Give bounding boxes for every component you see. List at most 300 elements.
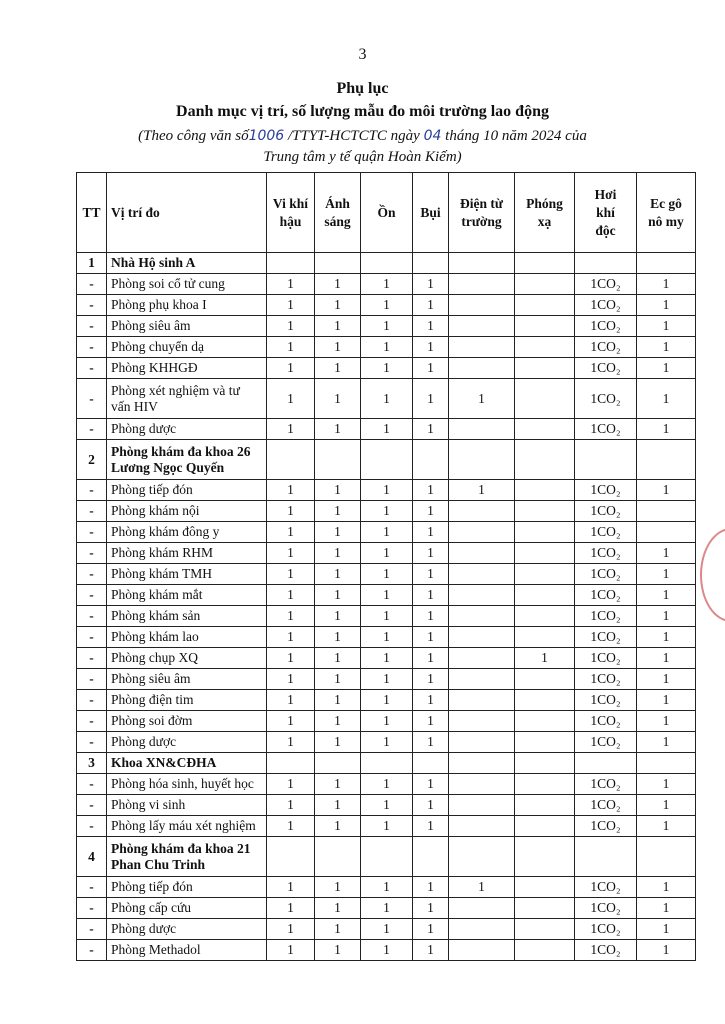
reference-note-line2: Trung tâm y tế quận Hoàn Kiếm) [263, 149, 462, 165]
row-tt: - [77, 419, 107, 440]
note-suffix: tháng 10 năm 2024 của [445, 128, 587, 144]
cell-ergonomics: 1 [637, 774, 696, 795]
cell-emf [449, 543, 515, 564]
cell-radiation [515, 940, 575, 961]
cell-radiation [515, 795, 575, 816]
cell-dust: 1 [413, 419, 449, 440]
table-row [77, 690, 696, 711]
document-title: Phụ lục [336, 80, 389, 97]
cell-toxic-gas: 1CO₂ [575, 480, 637, 501]
cell-light: 1 [315, 877, 361, 898]
cell-light [315, 753, 361, 774]
cell-light: 1 [315, 585, 361, 606]
table-row [77, 522, 696, 543]
note-prefix: (Theo công văn số [138, 128, 249, 144]
cell-ergonomics: 1 [637, 480, 696, 501]
cell-light: 1 [315, 606, 361, 627]
cell-noise: 1 [361, 711, 413, 732]
cell-ergonomics: 1 [637, 274, 696, 295]
cell-radiation [515, 501, 575, 522]
cell-emf [449, 711, 515, 732]
cell-emf [449, 774, 515, 795]
cell-dust: 1 [413, 690, 449, 711]
row-tt: - [77, 316, 107, 337]
cell-ergonomics: 1 [637, 940, 696, 961]
cell-radiation [515, 543, 575, 564]
table-row [77, 337, 696, 358]
table-row [77, 898, 696, 919]
cell-light: 1 [315, 795, 361, 816]
col-dust: Bụi [413, 173, 449, 253]
row-location: Phòng khám lao [107, 627, 267, 648]
cell-ergonomics: 1 [637, 419, 696, 440]
cell-dust [413, 440, 449, 480]
cell-light [315, 440, 361, 480]
cell-emf [449, 648, 515, 669]
cell-light: 1 [315, 648, 361, 669]
cell-radiation [515, 337, 575, 358]
cell-microclimate: 1 [267, 522, 315, 543]
row-tt: 3 [77, 753, 107, 774]
row-tt: - [77, 295, 107, 316]
cell-toxic-gas: 1CO₂ [575, 940, 637, 961]
cell-ergonomics [637, 501, 696, 522]
cell-emf: 1 [449, 379, 515, 419]
cell-light: 1 [315, 274, 361, 295]
row-tt: - [77, 877, 107, 898]
cell-light: 1 [315, 337, 361, 358]
row-tt: - [77, 732, 107, 753]
cell-toxic-gas: 1CO₂ [575, 816, 637, 837]
cell-noise: 1 [361, 898, 413, 919]
cell-emf [449, 753, 515, 774]
cell-dust: 1 [413, 898, 449, 919]
cell-light: 1 [315, 774, 361, 795]
cell-ergonomics [637, 253, 696, 274]
row-location: Phòng soi cổ tử cung [107, 274, 267, 295]
cell-dust [413, 837, 449, 877]
cell-emf [449, 295, 515, 316]
cell-noise: 1 [361, 337, 413, 358]
cell-light: 1 [315, 711, 361, 732]
cell-toxic-gas: 1CO₂ [575, 877, 637, 898]
cell-emf [449, 940, 515, 961]
cell-radiation [515, 627, 575, 648]
cell-dust: 1 [413, 919, 449, 940]
cell-radiation [515, 711, 575, 732]
handwritten-number: 1006 [248, 128, 285, 144]
cell-emf [449, 501, 515, 522]
cell-dust: 1 [413, 501, 449, 522]
row-location: Phòng điện tim [107, 690, 267, 711]
cell-emf [449, 564, 515, 585]
row-location: Phòng KHHGĐ [107, 358, 267, 379]
row-tt: - [77, 501, 107, 522]
cell-noise [361, 837, 413, 877]
cell-ergonomics: 1 [637, 606, 696, 627]
cell-ergonomics: 1 [637, 795, 696, 816]
cell-dust: 1 [413, 711, 449, 732]
cell-ergonomics [637, 837, 696, 877]
cell-noise: 1 [361, 774, 413, 795]
cell-dust: 1 [413, 877, 449, 898]
cell-dust: 1 [413, 480, 449, 501]
row-location: Phòng xét nghiệm và tư vấn HIV [107, 379, 267, 419]
page-number: 3 [358, 46, 367, 63]
cell-emf [449, 816, 515, 837]
cell-light: 1 [315, 690, 361, 711]
row-location: Phòng cấp cứu [107, 898, 267, 919]
table-row [77, 358, 696, 379]
cell-light: 1 [315, 898, 361, 919]
cell-microclimate: 1 [267, 795, 315, 816]
row-location: Phòng khám đa khoa 26 Lương Ngọc Quyến [107, 440, 267, 480]
table-row [77, 419, 696, 440]
cell-ergonomics: 1 [637, 295, 696, 316]
cell-ergonomics: 1 [637, 648, 696, 669]
cell-ergonomics: 1 [637, 732, 696, 753]
cell-microclimate: 1 [267, 919, 315, 940]
cell-microclimate: 1 [267, 543, 315, 564]
cell-radiation [515, 816, 575, 837]
cell-radiation [515, 877, 575, 898]
row-location: Nhà Hộ sinh A [107, 253, 267, 274]
cell-toxic-gas [575, 253, 637, 274]
cell-ergonomics: 1 [637, 919, 696, 940]
cell-emf [449, 898, 515, 919]
cell-ergonomics [637, 522, 696, 543]
row-location: Phòng hóa sinh, huyết học [107, 774, 267, 795]
row-location: Phòng siêu âm [107, 669, 267, 690]
handwritten-day: 04 [423, 128, 442, 144]
table-row [77, 627, 696, 648]
cell-microclimate: 1 [267, 585, 315, 606]
row-tt: - [77, 711, 107, 732]
cell-radiation [515, 419, 575, 440]
cell-dust: 1 [413, 795, 449, 816]
row-tt: - [77, 816, 107, 837]
cell-emf [449, 606, 515, 627]
row-tt: 2 [77, 440, 107, 480]
cell-dust: 1 [413, 669, 449, 690]
row-location: Phòng dược [107, 419, 267, 440]
row-tt: - [77, 337, 107, 358]
cell-microclimate [267, 837, 315, 877]
cell-toxic-gas: 1CO₂ [575, 358, 637, 379]
cell-dust: 1 [413, 337, 449, 358]
cell-light: 1 [315, 358, 361, 379]
cell-noise: 1 [361, 379, 413, 419]
cell-dust: 1 [413, 295, 449, 316]
red-stamp [700, 528, 725, 622]
row-tt: - [77, 564, 107, 585]
cell-noise: 1 [361, 816, 413, 837]
cell-toxic-gas: 1CO₂ [575, 522, 637, 543]
cell-radiation [515, 585, 575, 606]
row-location: Phòng lấy máu xét nghiệm [107, 816, 267, 837]
table-row [77, 274, 696, 295]
reference-note [0, 128, 725, 145]
cell-light: 1 [315, 501, 361, 522]
cell-emf [449, 337, 515, 358]
cell-ergonomics: 1 [637, 379, 696, 419]
row-location: Phòng soi đờm [107, 711, 267, 732]
cell-noise: 1 [361, 690, 413, 711]
cell-toxic-gas: 1CO₂ [575, 379, 637, 419]
row-tt: - [77, 522, 107, 543]
cell-radiation [515, 564, 575, 585]
table-row [77, 564, 696, 585]
row-tt: - [77, 919, 107, 940]
cell-ergonomics: 1 [637, 564, 696, 585]
cell-emf [449, 440, 515, 480]
cell-toxic-gas: 1CO₂ [575, 419, 637, 440]
row-tt: - [77, 774, 107, 795]
table-row [77, 877, 696, 898]
row-location: Phòng khám sản [107, 606, 267, 627]
cell-radiation [515, 919, 575, 940]
cell-microclimate: 1 [267, 877, 315, 898]
cell-ergonomics: 1 [637, 543, 696, 564]
cell-radiation [515, 774, 575, 795]
group-row [77, 753, 696, 774]
cell-microclimate: 1 [267, 564, 315, 585]
cell-toxic-gas: 1CO₂ [575, 795, 637, 816]
cell-radiation [515, 253, 575, 274]
cell-toxic-gas: 1CO₂ [575, 585, 637, 606]
cell-emf [449, 627, 515, 648]
cell-light: 1 [315, 295, 361, 316]
row-tt: - [77, 543, 107, 564]
cell-noise: 1 [361, 564, 413, 585]
cell-microclimate: 1 [267, 358, 315, 379]
cell-toxic-gas: 1CO₂ [575, 564, 637, 585]
cell-microclimate: 1 [267, 274, 315, 295]
cell-microclimate [267, 253, 315, 274]
cell-microclimate: 1 [267, 898, 315, 919]
table-row [77, 919, 696, 940]
row-location: Phòng vi sinh [107, 795, 267, 816]
cell-microclimate: 1 [267, 669, 315, 690]
table-row [77, 795, 696, 816]
table-row [77, 480, 696, 501]
cell-radiation [515, 379, 575, 419]
cell-dust [413, 253, 449, 274]
table-body [77, 253, 696, 961]
col-light: Ánh sáng [315, 173, 361, 253]
row-tt: 1 [77, 253, 107, 274]
cell-toxic-gas: 1CO₂ [575, 337, 637, 358]
row-location: Phòng dược [107, 919, 267, 940]
cell-emf [449, 919, 515, 940]
table-row [77, 295, 696, 316]
row-location: Phòng khám TMH [107, 564, 267, 585]
table-row [77, 774, 696, 795]
cell-ergonomics [637, 440, 696, 480]
table-row [77, 816, 696, 837]
row-location: Phòng khám đa khoa 21 Phan Chu Trinh [107, 837, 267, 877]
cell-light: 1 [315, 627, 361, 648]
cell-light: 1 [315, 940, 361, 961]
row-location: Phòng phụ khoa I [107, 295, 267, 316]
cell-toxic-gas: 1CO₂ [575, 627, 637, 648]
cell-noise: 1 [361, 795, 413, 816]
row-location: Phòng dược [107, 732, 267, 753]
cell-radiation [515, 732, 575, 753]
cell-ergonomics: 1 [637, 898, 696, 919]
row-location: Phòng chuyển dạ [107, 337, 267, 358]
cell-microclimate: 1 [267, 774, 315, 795]
cell-toxic-gas [575, 440, 637, 480]
cell-ergonomics: 1 [637, 358, 696, 379]
table-row [77, 543, 696, 564]
cell-radiation [515, 316, 575, 337]
cell-radiation [515, 358, 575, 379]
cell-emf [449, 732, 515, 753]
row-tt: - [77, 795, 107, 816]
row-location: Phòng tiếp đón [107, 480, 267, 501]
row-tt: - [77, 690, 107, 711]
cell-radiation [515, 440, 575, 480]
row-tt: - [77, 669, 107, 690]
cell-noise: 1 [361, 358, 413, 379]
row-location: Phòng khám RHM [107, 543, 267, 564]
cell-noise [361, 440, 413, 480]
cell-noise: 1 [361, 585, 413, 606]
cell-toxic-gas: 1CO₂ [575, 919, 637, 940]
cell-ergonomics: 1 [637, 669, 696, 690]
cell-noise: 1 [361, 543, 413, 564]
cell-noise: 1 [361, 606, 413, 627]
row-tt: - [77, 585, 107, 606]
cell-dust: 1 [413, 627, 449, 648]
cell-dust: 1 [413, 274, 449, 295]
cell-noise: 1 [361, 877, 413, 898]
cell-dust: 1 [413, 940, 449, 961]
cell-noise: 1 [361, 295, 413, 316]
cell-toxic-gas: 1CO₂ [575, 274, 637, 295]
row-tt: - [77, 480, 107, 501]
cell-microclimate: 1 [267, 940, 315, 961]
row-location: Phòng khám đông y [107, 522, 267, 543]
cell-dust: 1 [413, 379, 449, 419]
col-ergonomics: Ec gô nô my [637, 173, 696, 253]
cell-emf [449, 358, 515, 379]
table-row [77, 732, 696, 753]
cell-microclimate: 1 [267, 732, 315, 753]
cell-ergonomics: 1 [637, 877, 696, 898]
cell-toxic-gas: 1CO₂ [575, 898, 637, 919]
cell-light [315, 253, 361, 274]
cell-radiation [515, 274, 575, 295]
cell-dust: 1 [413, 543, 449, 564]
cell-radiation [515, 295, 575, 316]
table-row [77, 379, 696, 419]
cell-dust: 1 [413, 774, 449, 795]
cell-dust: 1 [413, 564, 449, 585]
cell-radiation [515, 837, 575, 877]
group-row [77, 253, 696, 274]
cell-emf [449, 522, 515, 543]
row-location: Phòng khám mắt [107, 585, 267, 606]
cell-noise [361, 753, 413, 774]
cell-microclimate: 1 [267, 295, 315, 316]
col-microclimate: Vi khí hậu [267, 173, 315, 253]
cell-radiation: 1 [515, 648, 575, 669]
cell-emf: 1 [449, 877, 515, 898]
cell-dust: 1 [413, 522, 449, 543]
cell-microclimate: 1 [267, 627, 315, 648]
table-row [77, 648, 696, 669]
row-tt: - [77, 940, 107, 961]
row-location: Khoa XN&CĐHA [107, 753, 267, 774]
cell-dust: 1 [413, 648, 449, 669]
cell-toxic-gas: 1CO₂ [575, 711, 637, 732]
cell-microclimate: 1 [267, 648, 315, 669]
row-tt: - [77, 898, 107, 919]
cell-emf [449, 837, 515, 877]
col-toxic-gas: Hơi khí độc [575, 173, 637, 253]
table-row [77, 316, 696, 337]
cell-light: 1 [315, 316, 361, 337]
cell-ergonomics: 1 [637, 627, 696, 648]
cell-microclimate: 1 [267, 316, 315, 337]
cell-noise: 1 [361, 627, 413, 648]
cell-radiation [515, 753, 575, 774]
cell-emf [449, 253, 515, 274]
row-tt: - [77, 606, 107, 627]
cell-light: 1 [315, 543, 361, 564]
cell-noise: 1 [361, 419, 413, 440]
cell-light: 1 [315, 379, 361, 419]
cell-radiation [515, 690, 575, 711]
cell-light: 1 [315, 419, 361, 440]
cell-noise: 1 [361, 316, 413, 337]
cell-ergonomics: 1 [637, 690, 696, 711]
cell-emf [449, 585, 515, 606]
cell-light: 1 [315, 669, 361, 690]
cell-dust: 1 [413, 816, 449, 837]
table-header-row [77, 173, 696, 253]
table-row [77, 606, 696, 627]
cell-noise: 1 [361, 522, 413, 543]
table-row [77, 501, 696, 522]
row-tt: - [77, 358, 107, 379]
cell-microclimate: 1 [267, 480, 315, 501]
cell-microclimate: 1 [267, 711, 315, 732]
cell-radiation [515, 606, 575, 627]
cell-ergonomics: 1 [637, 711, 696, 732]
cell-radiation [515, 522, 575, 543]
col-emf: Điện từ trường [449, 173, 515, 253]
cell-noise: 1 [361, 940, 413, 961]
cell-microclimate: 1 [267, 379, 315, 419]
row-location: Phòng khám nội [107, 501, 267, 522]
cell-emf [449, 669, 515, 690]
cell-dust: 1 [413, 316, 449, 337]
cell-ergonomics [637, 753, 696, 774]
col-tt: TT [77, 173, 107, 253]
cell-toxic-gas: 1CO₂ [575, 669, 637, 690]
cell-noise: 1 [361, 732, 413, 753]
cell-microclimate: 1 [267, 337, 315, 358]
cell-toxic-gas [575, 753, 637, 774]
cell-radiation [515, 669, 575, 690]
cell-microclimate: 1 [267, 606, 315, 627]
cell-microclimate: 1 [267, 501, 315, 522]
row-tt: - [77, 274, 107, 295]
cell-toxic-gas: 1CO₂ [575, 295, 637, 316]
